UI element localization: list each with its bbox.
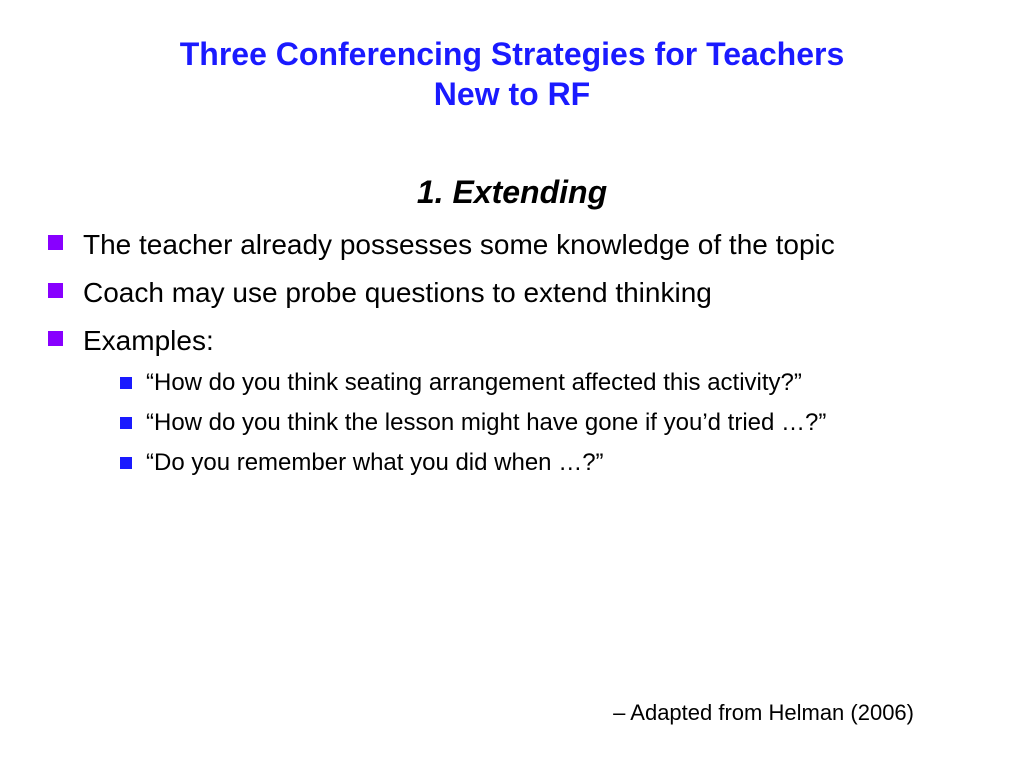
examples-list xyxy=(83,366,946,480)
example-text: “How do you think the lesson might have gone if you’d tried …?” xyxy=(146,409,827,436)
square-bullet-icon xyxy=(48,331,63,346)
square-bullet-icon xyxy=(120,457,132,469)
bullet-item xyxy=(46,320,946,480)
slide-title xyxy=(40,34,984,114)
bullet-item xyxy=(46,224,946,266)
slide-title-line-2: New to RF xyxy=(433,76,591,112)
example-item xyxy=(100,406,946,440)
square-bullet-icon xyxy=(120,377,132,389)
section-heading: 1. Extending xyxy=(416,174,608,210)
example-text: “Do you remember what you did when …?” xyxy=(146,449,604,476)
square-bullet-icon xyxy=(48,283,63,298)
attribution: – Adapted from Helman (2006) xyxy=(613,700,914,725)
square-bullet-icon xyxy=(48,235,63,250)
bullet-text: Examples: xyxy=(83,325,214,356)
bullet-text: Coach may use probe questions to extend thinking xyxy=(83,277,712,308)
bullet-text: The teacher already possesses some knowledge of the topic xyxy=(83,229,835,260)
slide-title-line-1: Three Conferencing Strategies for Teachers xyxy=(179,36,845,72)
square-bullet-icon xyxy=(120,417,132,429)
example-text: “How do you think seating arrangement affected this activity?” xyxy=(146,369,802,396)
bullet-item xyxy=(46,272,946,314)
example-item xyxy=(100,366,946,400)
bullet-list xyxy=(46,224,946,486)
example-item xyxy=(100,446,946,480)
